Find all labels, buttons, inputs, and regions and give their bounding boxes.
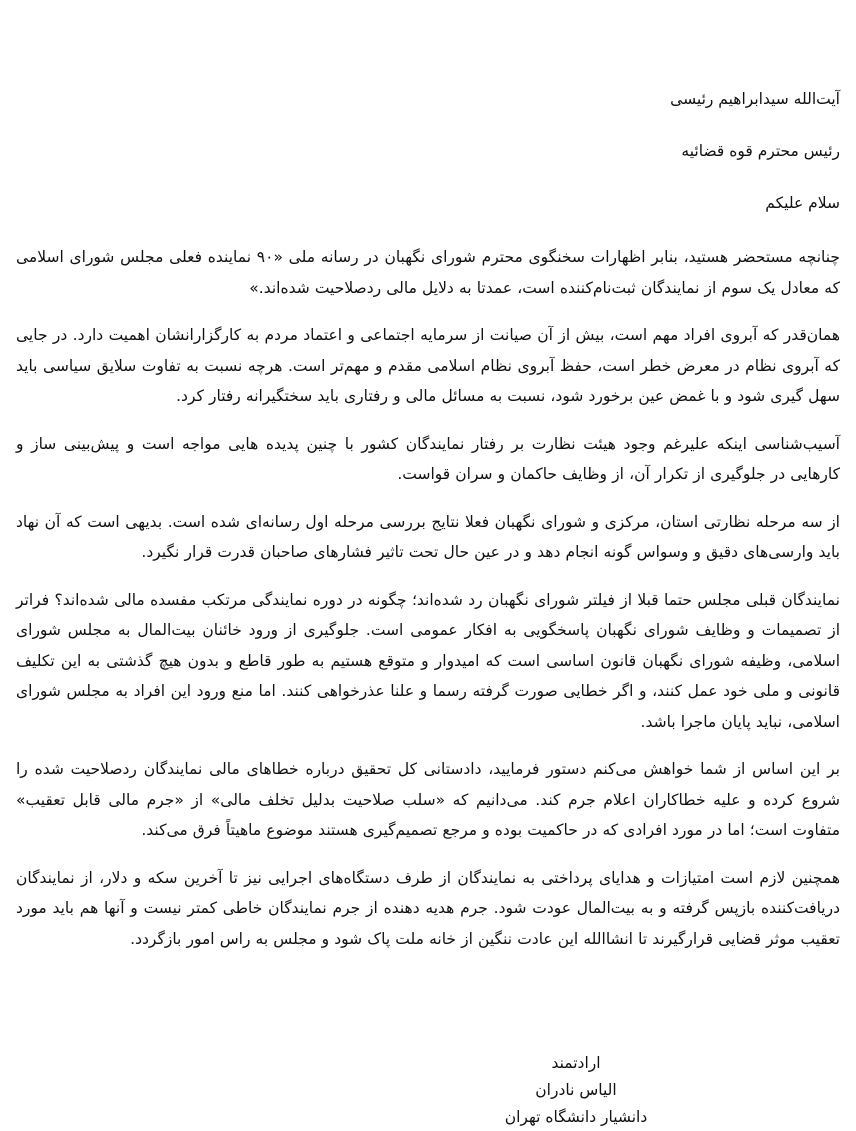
signature-closing: ارادتمند [551, 1054, 601, 1072]
body-paragraph: نمایندگان قبلی مجلس حتما قبلا از فیلتر شورای نگهبان رد شده‌اند؛ چگونه در دوره نمایندگی مرتکب مفسده مالی شده‌اند؟ فراتر از تصمیمات و وظایف شورای نگهبان پاسخگویی به افکار عمومی است. جلوگیری از ورود خائنان بیت‌المال به مجلس شورای اسلامی، وظیفه شورای نگهبان قانون اساسی است که امیدوار و متوقع هستیم به طور قاطع و بدون هیچ گذشتی به این تکلیف قانونی و ملی خود عمل کنند، و اگر خطایی صورت گرفته رسما و علنا عذرخواهی کنند. اما منع ورود این افراد به مجلس شورای اسلامی، نباید پایان ماجرا باشد. [16, 590, 840, 731]
salutation: سلام علیکم [765, 194, 840, 212]
signature-lines [426, 1050, 726, 1131]
addressee-name: آیت‌الله سیدابراهیم رئیسی [670, 90, 840, 108]
body-paragraph: آسیب‌شناسی اینکه علیرغم وجود هیئت نظارت بر رفتار نمایندگان کشور با چنین پدیده هایی مواجه است و پیش‌بینی ساز و کارهایی در جلوگیری از تکرار آن، از وظایف حاکمان و سران قواست. [16, 434, 840, 483]
body-paragraph: بر این اساس از شما خواهش می‌کنم دستور فرمایید، دادستانی کل تحقیق درباره خطاهای مالی نمایندگان ردصلاحیت شده را شروع کرده و علیه خطاکاران اعلام جرم کند. می‌دانیم که «سلب صلاحیت بدلیل تخلف مالی» از «جرم مالی قابل تعقیب» متفاوت است؛ اما در مورد افرادی که در حاکمیت بوده و مرجع تصمیم‌گیری هستند موضوع ماهیتاً فرق می‌کند. [16, 760, 840, 839]
body-paragraph: همچنین لازم است امتیازات و هدایای پرداختی به نمایندگان از طرف دستگاه‌های اجرایی نیز تا آخرین سکه و دلار، از نمایندگان دریافت‌کننده بازپس گرفته و به بیت‌المال عودت شود. جرم هدیه دهنده از جرم نمایندگان خاطی کمتر نیست و آنها هم باید مورد تعقیب موثر قضایی قرارگیرند تا انشاالله این عادت ننگین از خانه ملت پاک شود و مجلس به راس امور بازگردد. [16, 868, 840, 948]
signature-block [0, 1050, 856, 1131]
signature-title: دانشیار دانشگاه تهران [504, 1108, 648, 1126]
body-paragraph: از سه مرحله نظارتی استان، مرکزی و شورای نگهبان فعلا نتایج بررسی مرحله اول رسانه‌ای شده است. بدیهی است که آن نهاد باید وارسی‌های دقیق و وسواس گونه انجام دهد و در عین حال تحت تاثیر فشارهای صاحبان قدرت قرار نگیرد. [16, 512, 840, 561]
addressee-title: رئیس محترم قوه قضائیه [681, 142, 840, 160]
body-paragraph: چنانچه مستحضر هستید، بنابر اظهارات سخنگوی محترم شورای نگهبان در رسانه ملی «۹۰ نماینده فعلی مجلس شورای اسلامی که معادل یک سوم از نمایندگان ثبت‌نام‌کننده است، عمدتا به دلایل مالی ردصلاحیت شده‌اند.» [16, 248, 840, 297]
signature-name: الیاس نادران [535, 1081, 617, 1099]
body-paragraph: همان‌قدر که آبروی افراد مهم است، بیش از آن صیانت از سرمایه اجتماعی و اعتماد مردم به کارگزارانشان اهمیت دارد. در جایی که آبروی نظام در معرض خطر است، حفظ آبروی نظام اسلامی مقدم و مهم‌تر است. هرچه نسبت به تفاوت سلایق سیاسی باید سهل گیری شود و با غمض عین برخورد شود، نسبت به مسائل مالی و رفتاری باید سختگیرانه رفتار کرد. [16, 326, 840, 405]
